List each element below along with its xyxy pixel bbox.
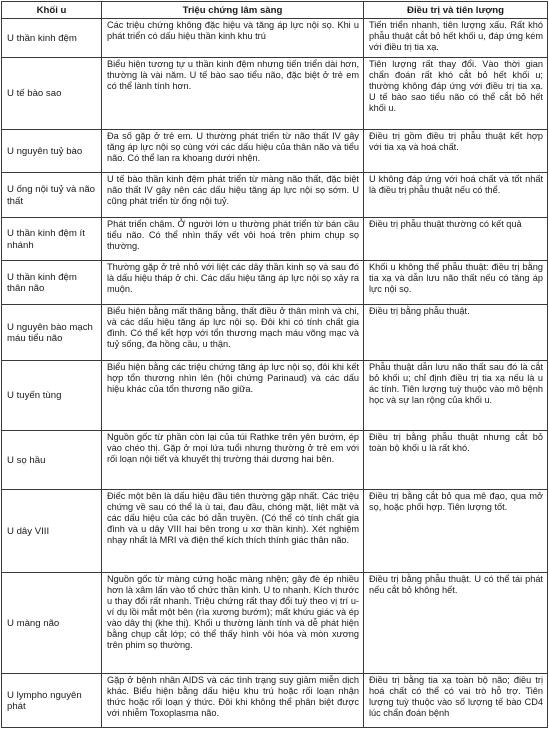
table-row [2, 19, 548, 58]
table-row [2, 58, 548, 130]
tumor-name: U thần kinh đệm thân não [2, 261, 102, 305]
table-row [2, 261, 548, 305]
tumor-treatment: Khối u không thể phẫu thuật: điều trị bằng tia xạ và dẫn lưu não thất nếu có tăng áp lực nội sọ. [364, 261, 548, 305]
tumor-symptoms: Biểu hiện tương tự u thần kinh đệm nhưng tiến triển dài hơn, thường là vài năm. U tế bào sao tiểu não, đặc biệt ở trẻ em có thể lành tính hơn. [102, 58, 364, 130]
table-row [2, 674, 548, 728]
tumor-name: U màng não [2, 573, 102, 674]
tumor-name: U sọ hầu [2, 431, 102, 490]
tumor-treatment: Tiên lượng rất thay đổi. Vào thời gian chẩn đoán rất khó cắt bỏ hết khối u; thường không đáp ứng với điều trị tia xạ. U tế bào sao tiểu não có thể cắt bỏ hết khối u. [364, 58, 548, 130]
tumor-treatment: Phẫu thuật dẫn lưu não thất sau đó là cắt bỏ khối u; chỉ định điều trị tia xạ nếu là u ác tính. Tiên lượng tuỳ thuộc vào mô bệnh học và sự lan rộng của khối u. [364, 361, 548, 431]
tumor-name: U thần kinh đệm [2, 19, 102, 58]
table-row [2, 361, 548, 431]
tumor-symptoms: Nguồn gốc từ màng cứng hoặc màng nhện; gây đè ép nhiều hơn là xâm lấn vào tổ chức thần kinh. U to nhanh. Kích thước u thay đổi rất nhanh. Triệu chứng rất thay đổi tuỳ theo vị trí u-ví dụ lồi mắt một bên (rìa xương bướm); mất khứu giác và ép vào dây thị (khe thị). Khối u thường lành tính và dễ phát hiện bằng chụp cắt lớp; có thể thấy hình vôi hóa và mòn xương trên phim sọ thường. [102, 573, 364, 674]
tumor-symptoms: Điếc một bên là dấu hiệu đầu tiên thường gặp nhất. Các triệu chứng về sau có thể là ù tai, đau đầu, chóng mặt, liệt mặt và các dấu hiệu của các bó dẫn truyền. (Có thể có tính chất gia đình và u dây VIII hai bên trong u xơ thần kinh). Xét nghiệm nhạy nhất là MRI và điện thế kích thích thính giác thân não. [102, 490, 364, 573]
table-header-row [2, 2, 548, 19]
tumor-name: U thần kinh đệm ít nhánh [2, 218, 102, 261]
tumor-symptoms: Biểu hiện bằng các triệu chứng tăng áp lực nội sọ, đôi khi kết hợp tổn thương nhìn lên (hội chứng Parinaud) và các dấu hiệu khác của tổn thương não giữa. [102, 361, 364, 431]
tumor-symptoms: Phát triển chậm. Ở người lớn u thường phát triển từ bán cầu tiểu não. Có thể nhìn thấy vết vôi hoá trên phim chụp sọ thường. [102, 218, 364, 261]
tumor-treatment: Tiến triển nhanh, tiên lượng xấu. Rất khó phẫu thuật cắt bỏ hết khối u, đáp ứng kém với điều trị tia xạ. [364, 19, 548, 58]
tumor-treatment: U không đáp ứng với hoá chất và tốt nhất là điều trị phẫu thuật nếu có thể. [364, 173, 548, 218]
tumor-treatment: Điều trị bằng cắt bỏ qua mê đạo, qua mở sọ, hoặc phối hợp. Tiên lượng tốt. [364, 490, 548, 573]
tumor-treatment: Điều trị gồm điều trị phẫu thuật kết hợp với tia xạ và hoá chất. [364, 130, 548, 173]
tumor-symptoms: Nguồn gốc từ phần còn lại của túi Rathke trên yên bướm, ép vào chéo thị. Gặp ở mọi lứa tuổi nhưng thường ở trẻ em với rối loạn nội tiết và khuyết thị trường thái dương hai bên. [102, 431, 364, 490]
tumor-name: U nguyên bào mạch máu tiểu não [2, 305, 102, 361]
tumor-name: U tế bào sao [2, 58, 102, 130]
tumor-treatment: Điều trị bằng tia xạ toàn bộ não; điều trị hoá chất có thể có vai trò hỗ trợ. Tiên lượng tuỳ thuộc vào số lượng tế bào CD4 lúc chẩn đoán bệnh [364, 674, 548, 728]
tumor-symptoms: Biểu hiện bằng mất thăng bằng, thất điều ở thân mình và chi, và các dấu hiệu tăng áp lực nội sọ. Đôi khi có tính chất gia đình. Có thể kết hợp với tổn thương mạch máu võng mạc và tuỷ sống, đa hồng cầu, u thận. [102, 305, 364, 361]
table-row [2, 218, 548, 261]
table-row [2, 573, 548, 674]
tumor-name: U lympho nguyên phát [2, 674, 102, 728]
tumor-symptoms: Đa số gặp ở trẻ em. U thường phát triển từ não thất IV gây tăng áp lực nội sọ cùng với các dấu hiệu của thân não và tiểu não. Có thể lan ra khoang dưới nhện. [102, 130, 364, 173]
tumor-treatment: Điều trị phẫu thuật thường có kết quả [364, 218, 548, 261]
table-row [2, 305, 548, 361]
table-row [2, 130, 548, 173]
tumor-name: U tuyến tùng [2, 361, 102, 431]
table-row [2, 490, 548, 573]
header-tumor: Khối u [2, 2, 102, 19]
tumor-symptoms: Các triệu chứng không đặc hiệu và tăng áp lực nội sọ. Khi u phát triển có dấu hiệu thần kinh khu trú [102, 19, 364, 58]
tumor-name: U nguyên tuỷ bào [2, 130, 102, 173]
tumor-treatment: Điều trị bằng phẫu thuật. [364, 305, 548, 361]
table-row [2, 173, 548, 218]
tumor-treatment: Điều trị bằng phẫu thuật. U có thể tái phát nếu cắt bỏ không hết. [364, 573, 548, 674]
tumor-symptoms: U tế bào thần kinh đệm phát triển từ màng não thất, đặc biệt não thất IV gây nên các dấu hiệu tăng áp lực nội sọ sớm. U cũng phát triển từ ống nội tuỷ. [102, 173, 364, 218]
tumor-symptoms: Thường gặp ở trẻ nhỏ với liệt các dây thần kinh sọ và sau đó là dấu hiệu tháp ở chi. Các dấu hiệu tăng áp lực nội sọ xảy ra muộn. [102, 261, 364, 305]
table-row [2, 431, 548, 490]
header-treatment: Điều trị và tiên lượng [364, 2, 548, 19]
header-symptoms: Triệu chứng lâm sàng [102, 2, 364, 19]
tumor-symptoms: Gặp ở bệnh nhân AIDS và các tình trạng suy giảm miễn dịch khác. Biểu hiện bằng dấu hiệu khu trú hoặc rối loạn nhận thức hoặc rối loạn ý thức. Đôi khi không thể phân biệt được với nhiễm Toxoplasma não. [102, 674, 364, 728]
tumor-table [1, 1, 548, 728]
tumor-name: U dây VIII [2, 490, 102, 573]
tumor-treatment: Điều trị bằng phẫu thuật nhưng cắt bỏ toàn bộ khối u là rất khó. [364, 431, 548, 490]
tumor-name: U ống nội tuỷ và não thất [2, 173, 102, 218]
